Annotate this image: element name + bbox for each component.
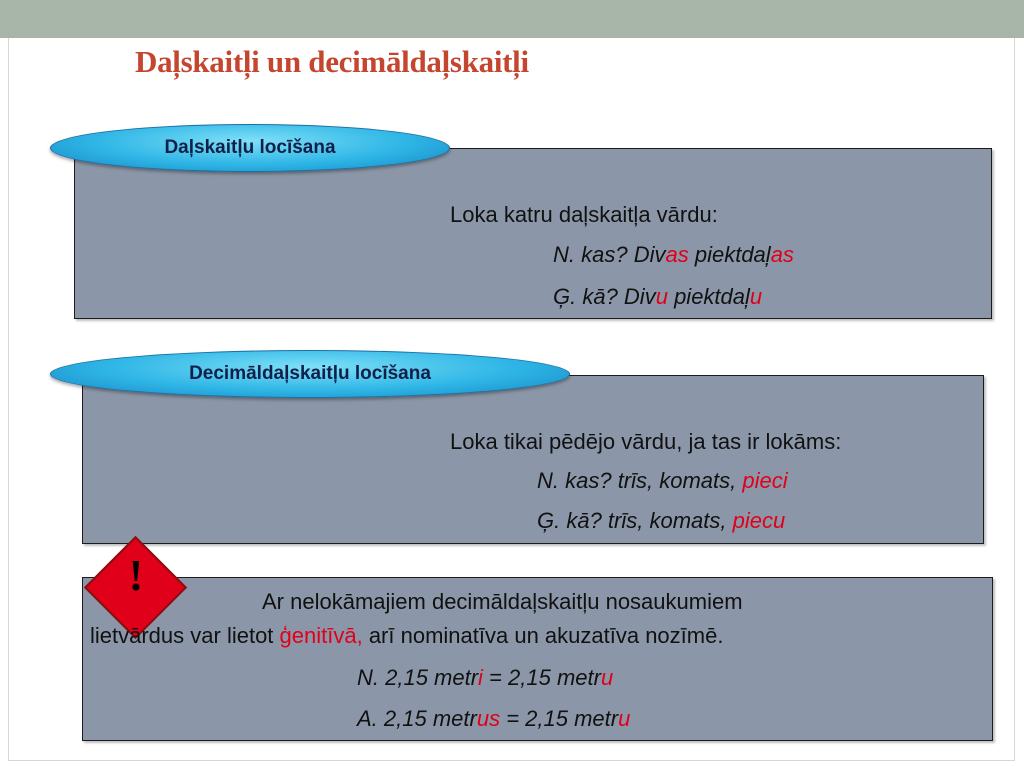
decimals-rule: Loka tikai pēdējo vārdu, ja tas ir lokāms:	[450, 429, 842, 454]
decimals-box	[82, 375, 984, 544]
warning-icon: !	[84, 536, 188, 640]
slide-title: Daļskaitļi un decimāldaļskaitļi	[135, 44, 529, 79]
fractions-nominative-row: N. kas? Divas piektdaļas	[553, 242, 794, 267]
fractions-genitive-row: Ģ. kā? Divu piektdaļu	[553, 284, 763, 309]
note-line-1: Ar nelokāmajiem decimāldaļskaitļu nosaukumiem	[262, 589, 743, 614]
note-example-accusative: A. 2,15 metrus = 2,15 metru	[357, 706, 631, 731]
decimals-heading-pill	[50, 350, 570, 398]
decimals-nominative-row: N. kas? trīs, komats, pieci	[537, 468, 788, 493]
fractions-heading-pill	[50, 124, 450, 172]
fractions-rule: Loka katru daļskaitļa vārdu:	[450, 202, 718, 227]
fractions-heading-label: Daļskaitļu locīšana	[164, 137, 336, 158]
note-example-nominative: N. 2,15 metri = 2,15 metru	[357, 665, 614, 690]
decimals-genitive-row: Ģ. kā? trīs, komats, piecu	[537, 508, 786, 533]
top-bar	[0, 0, 1024, 38]
decimals-heading-label: Decimāldaļskaitļu locīšana	[189, 363, 431, 384]
fractions-box	[74, 148, 992, 319]
note-line-2: lietvārdus var lietot ģenitīvā, arī nominatīva un akuzatīva nozīmē.	[90, 623, 724, 648]
